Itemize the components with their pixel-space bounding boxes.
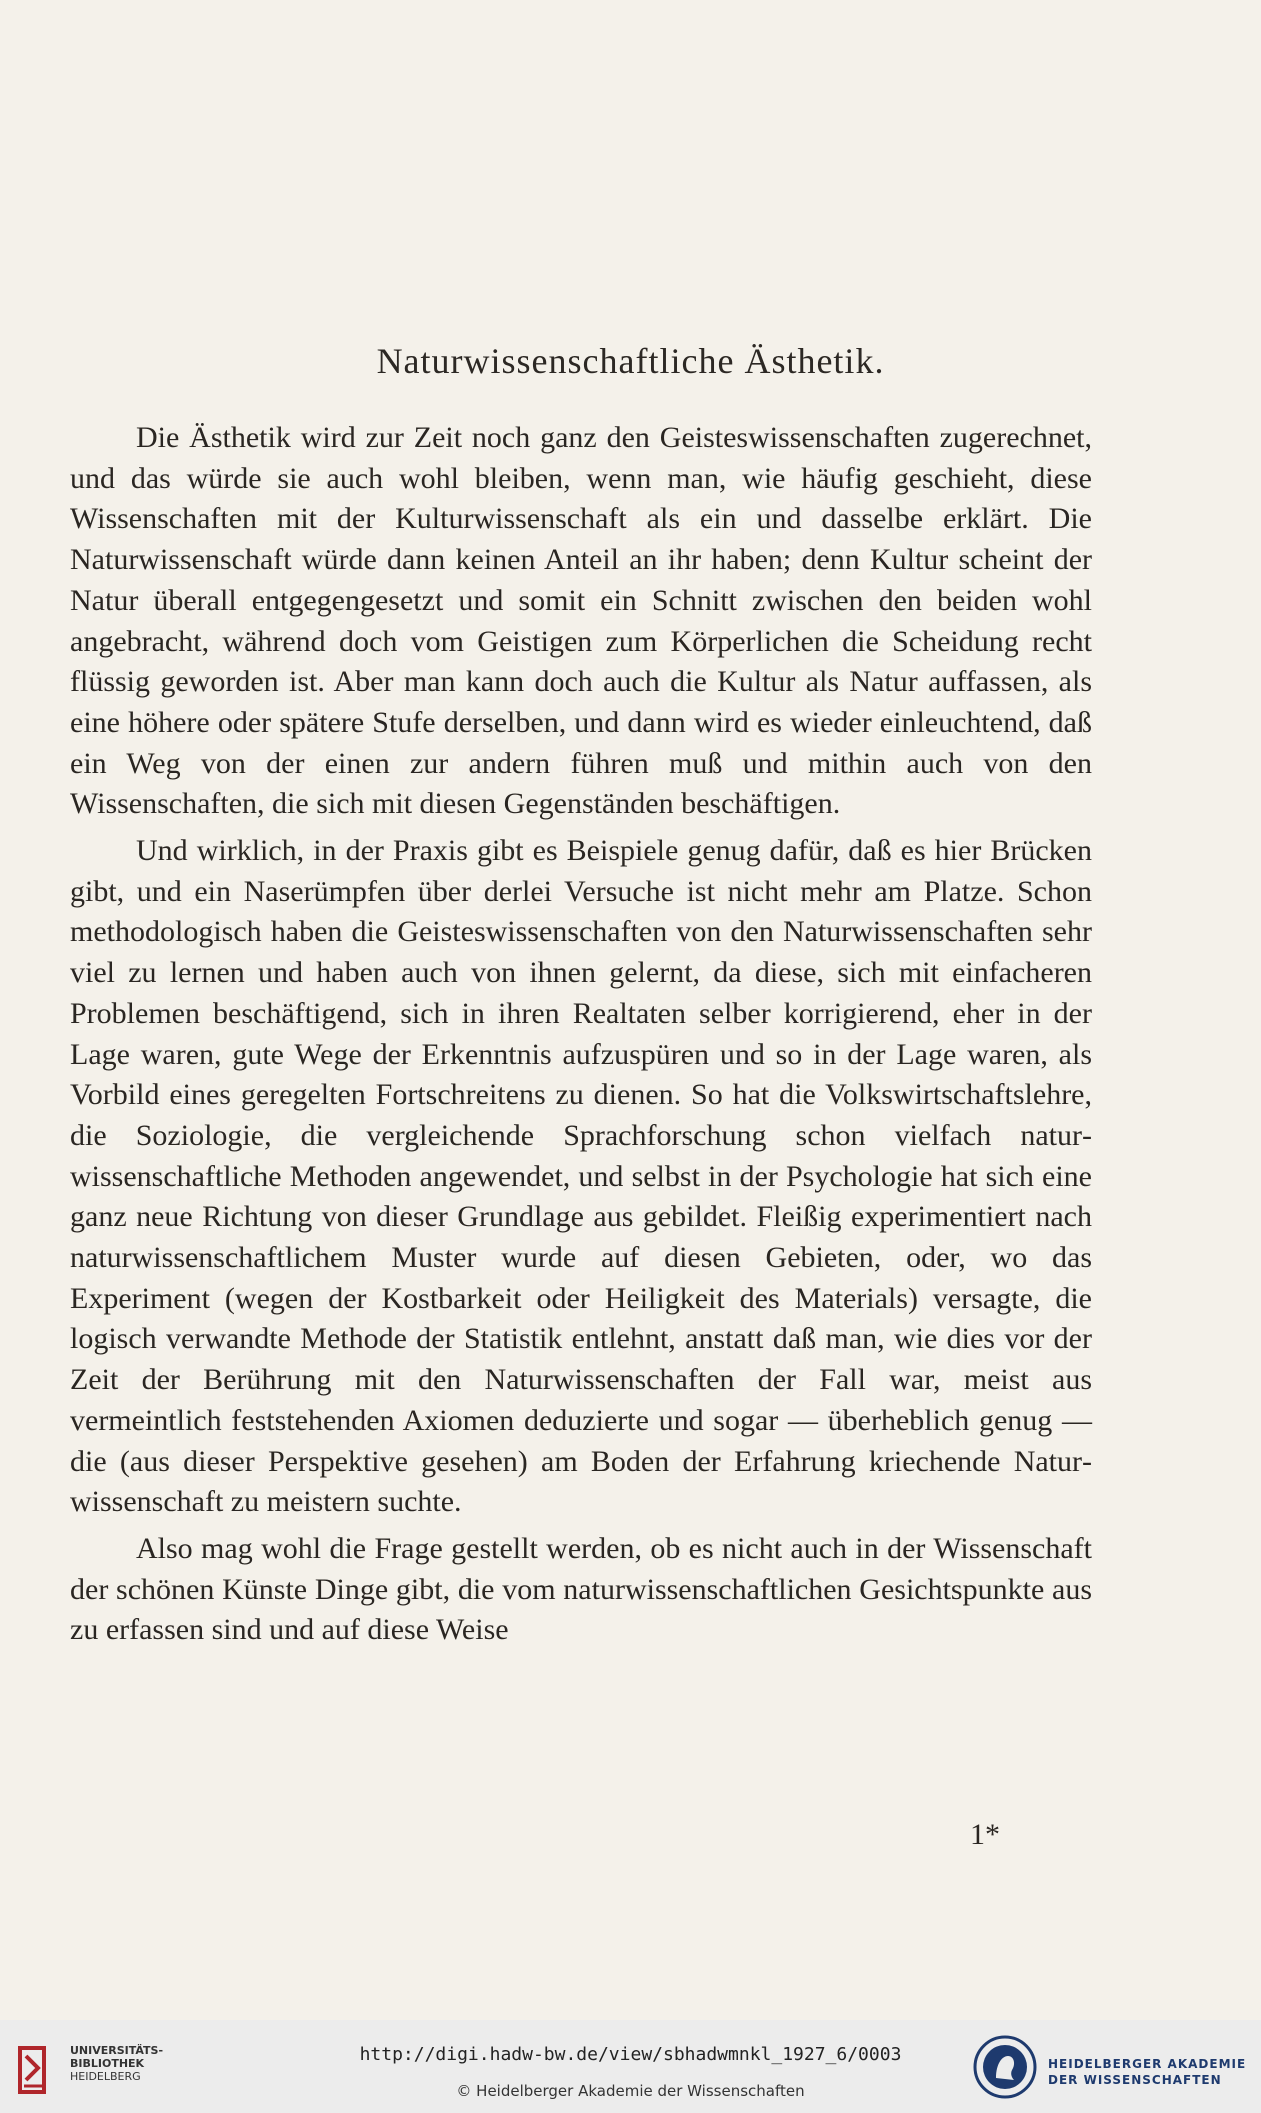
viewer-footer (0, 2020, 1261, 2113)
paragraph-1: Die Ästhetik wird zur Zeit noch ganz den Geisteswissenschaften zugerechnet, und das würde sie auch wohl bleiben, wenn man, wie häufig geschieht, diese Wissenschaften mit der Kulturwissenschaft als ein und dasselbe erklärt. Die Naturwissenschaft würde dann keinen Anteil an ihr haben; denn Kultur scheint der Natur überall entgegengesetzt und somit ein Schnitt zwischen den beiden wohl angebracht, während doch vom Geistigen zum Körperlichen die Scheidung recht flüssig geworden ist. Aber man kann doch auch die Kultur als Natur auffassen, als eine höhere oder spätere Stufe derselben, und dann wird es wieder einleuchtend, daß ein Weg von der einen zur andern führen muß und mithin auch von den Wissenschaften, die sich mit diesen Gegenständen beschäftigen. (70, 421, 1092, 821)
page-number: 1* (970, 1818, 1000, 1851)
academy-seal-icon (972, 2034, 1038, 2100)
body-text (70, 418, 1092, 1657)
academy-name (1048, 2056, 1246, 2088)
copyright-notice: © Heidelberger Akademie der Wissenschaften (456, 2082, 805, 2100)
article-title: Naturwissenschaftliche Ästhetik. (376, 341, 885, 381)
academy-line-2: DER WISSENSCHAFTEN (1048, 2073, 1222, 2087)
paragraph-2: Und wirklich, in der Praxis gibt es Beispiele genug dafür, daß es hier Brücken gibt, und ein Naserümpfen über derlei Versuche ist nicht mehr am Platze. Schon methodologisch haben die Geisteswissenschaften von den Naturwissenschaften sehr viel zu lernen und haben auch von ihnen gelernt, da diese, sich mit einfacheren Problemen beschäftigend, sich in ihren Realtaten selber korrigierend, eher in der Lage waren, gute Wege der Erkenntnis aufzuspüren und so in der Lage waren, als Vorbild eines geregelten Fortschreitens zu dienen. So hat die Volkswirtschaftslehre, die Soziologie, die vergleichende Sprachforschung schon vielfach naturwissenschaftliche Methoden angewendet, und selbst in der Psychologie hat sich eine ganz neue Richtung von dieser Grundlage aus gebildet. Fleißig experimentiert nach naturwissenschaftlichem Muster wurde auf diesen Gebieten, oder, wo das Experiment (wegen der Kostbarkeit oder Heiligkeit des Materials) versagte, die logisch verwandte Methode der Statistik entlehnt, anstatt daß man, wie dies vor der Zeit der Berührung mit den Naturwissenschaften der Fall war, meist aus vermeintlich feststehenden Axiomen deduzierte und sogar — überheblich genug — die (aus dieser Perspektive gesehen) am Boden der Erfahrung kriechende Naturwissenschaft zu meistern suchte. (70, 834, 1092, 1519)
library-line-1: UNIVERSITÄTS- (70, 2044, 164, 2057)
permalink-url[interactable]: http://digi.hadw-bw.de/view/sbhadwmnkl_1927_6/0003 (359, 2044, 902, 2065)
library-line-3: HEIDELBERG (70, 2070, 141, 2083)
library-line-2: BIBLIOTHEK (70, 2057, 145, 2070)
paragraph-3: Also mag wohl die Frage gestellt werden, ob es nicht auch in der Wissenschaft der schönen Künste Dinge gibt, die vom naturwissenschaftlichen Gesichtspunkte aus zu erfassen sind und auf diese Weise (70, 1531, 1092, 1647)
academy-line-1: HEIDELBERGER AKADEMIE (1048, 2057, 1247, 2071)
